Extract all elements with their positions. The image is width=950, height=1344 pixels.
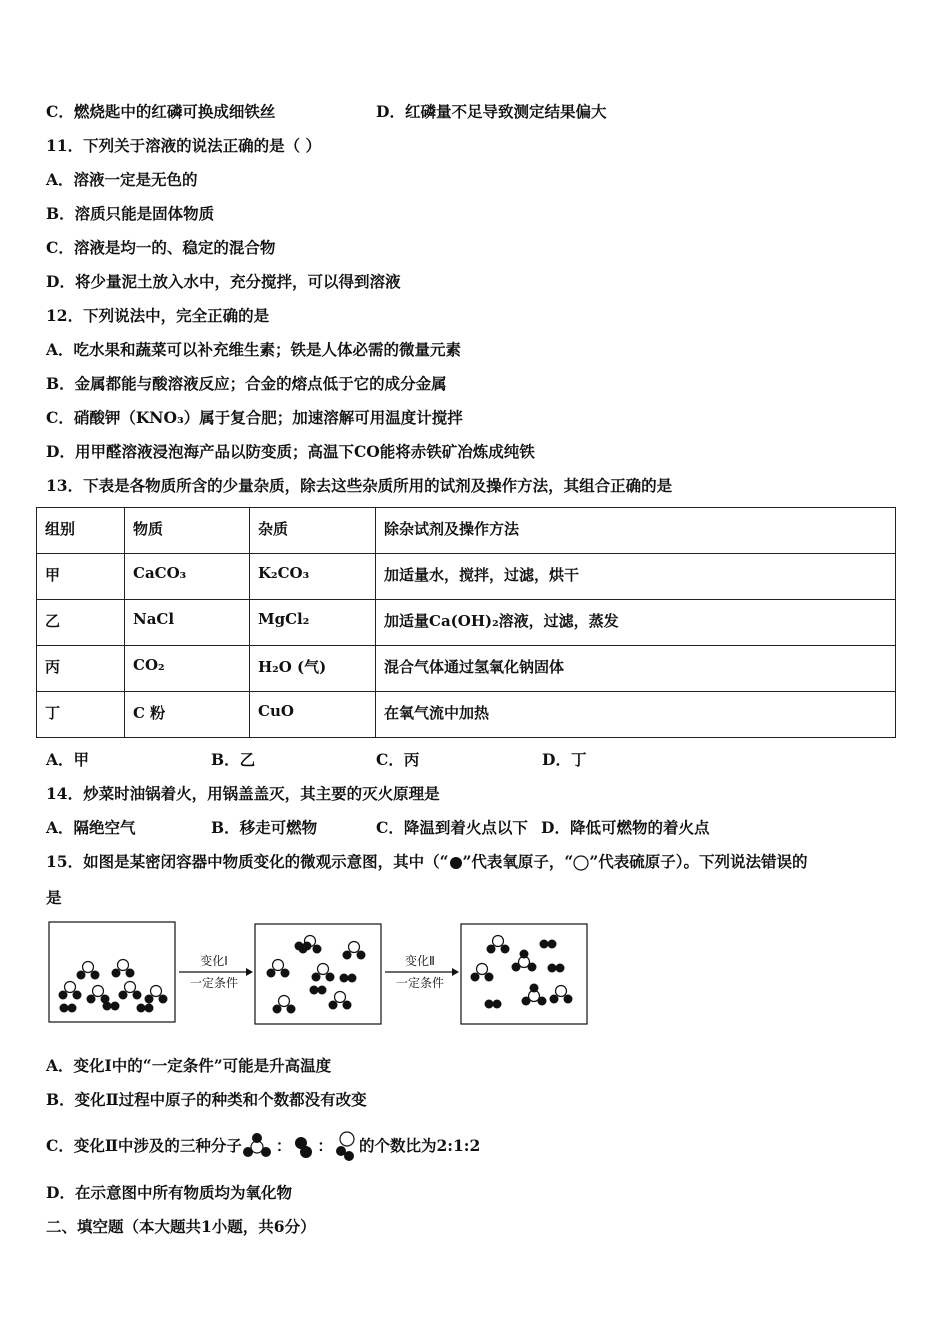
q12-option-c: C．硝酸钾（KNO₃）属于复合肥；加速溶解可用温度计搅拌 <box>46 408 463 427</box>
q11-option-d: D．将少量泥土放入水中，充分搅拌，可以得到溶液 <box>46 272 401 291</box>
so2-molecule-icon <box>333 1131 359 1163</box>
q13-option-a: A．甲 <box>46 750 90 769</box>
q12-stem: 12．下列说法中，完全正确的是 <box>46 306 270 325</box>
q11-option-a: A．溶液一定是无色的 <box>46 170 198 189</box>
reaction-diagram <box>48 920 593 1026</box>
header-substance: 物质 <box>125 508 250 554</box>
q15-stem <box>46 851 808 873</box>
q10-option-d: D．红磷量不足导致测定结果偏大 <box>376 102 607 121</box>
q12-option-b: B．金属都能与酸溶液反应；合金的熔点低于它的成分金属 <box>46 374 447 393</box>
q14-option-a: A．隔绝空气 <box>46 818 136 837</box>
arrow-2-label-top: 变化Ⅱ <box>405 954 435 968</box>
arrow-2-label-bottom: 一定条件 <box>395 976 445 990</box>
q15-option-c-part2: 的个数比为2:1:2 <box>358 1136 481 1155</box>
cell-group: 丁 <box>37 692 125 738</box>
q15-option-d: D．在示意图中所有物质均为氧化物 <box>46 1183 292 1202</box>
q12-option-a: A．吃水果和蔬菜可以补充维生素；铁是人体必需的微量元素 <box>46 340 462 359</box>
q15-stem-part1: 15．如图是某密闭容器中物质变化的微观示意图，其中（“ <box>46 852 449 871</box>
arrow-1-label-top: 变化Ⅰ <box>200 954 228 968</box>
sulfur-atom-icon <box>573 855 589 871</box>
q13-table <box>36 507 896 738</box>
oxygen-atom-icon <box>449 856 463 870</box>
cell-substance: NaCl <box>125 600 250 646</box>
cell-method: 加适量水，搅拌，过滤，烘干 <box>376 554 896 600</box>
so3-molecule-icon <box>242 1133 276 1161</box>
cell-substance: CaCO₃ <box>125 554 250 600</box>
q10-option-c: C．燃烧匙中的红磷可换成细铁丝 <box>46 102 276 121</box>
table-header-row <box>37 508 896 554</box>
q11-stem: 11．下列关于溶液的说法正确的是（ ） <box>46 136 321 155</box>
cell-substance: CO₂ <box>125 646 250 692</box>
q12-option-d: D．用甲醛溶液浸泡海产品以防变质；高温下CO能将赤铁矿冶炼成纯铁 <box>46 442 535 461</box>
q14-option-b: B．移走可燃物 <box>211 818 318 837</box>
q15-option-b: B．变化Ⅱ过程中原子的种类和个数都没有改变 <box>46 1090 367 1109</box>
cell-impurity: H₂O (气) <box>250 646 376 692</box>
cell-impurity: K₂CO₃ <box>250 554 376 600</box>
header-group: 组别 <box>37 508 125 554</box>
q15-option-a: A．变化Ⅰ中的“一定条件”可能是升高温度 <box>46 1056 332 1075</box>
q15-stem-part2: ”代表氧原子，“ <box>462 852 574 871</box>
header-method: 除杂试剂及操作方法 <box>376 508 896 554</box>
q15-stem-part3: ”代表硫原子）。下列说法错误的 <box>589 852 808 871</box>
cell-substance: C 粉 <box>125 692 250 738</box>
cell-group: 乙 <box>37 600 125 646</box>
q13-option-b: B．乙 <box>211 750 256 769</box>
cell-method: 在氧气流中加热 <box>376 692 896 738</box>
cell-impurity: CuO <box>250 692 376 738</box>
q11-option-b: B．溶质只能是固体物质 <box>46 204 215 223</box>
q13-option-d: D．丁 <box>542 750 587 769</box>
table-row <box>37 692 896 738</box>
q14-stem: 14．炒菜时油锅着火，用锅盖盖灭，其主要的灭火原理是 <box>46 784 440 803</box>
q13-stem: 13．下表是各物质所含的少量杂质，除去这些杂质所用的试剂及操作方法，其组合正确的是 <box>46 476 673 495</box>
arrow-1-label-bottom: 一定条件 <box>189 976 239 990</box>
q15-stem-continued: 是 <box>46 888 62 907</box>
q15-option-c-part1: C．变化Ⅱ中涉及的三种分子 <box>46 1136 242 1155</box>
cell-method: 混合气体通过氢氧化钠固体 <box>376 646 896 692</box>
table-row <box>37 646 896 692</box>
cell-group: 甲 <box>37 554 125 600</box>
q13-option-c: C．丙 <box>376 750 420 769</box>
q15-option-c <box>46 1129 480 1163</box>
q15-option-c-sep2: ： <box>317 1136 333 1155</box>
table-row <box>37 554 896 600</box>
o2-molecule-icon <box>291 1133 317 1161</box>
cell-impurity: MgCl₂ <box>250 600 376 646</box>
q15-option-c-sep1: ： <box>275 1136 292 1155</box>
header-impurity: 杂质 <box>250 508 376 554</box>
cell-group: 丙 <box>37 646 125 692</box>
table-row <box>37 600 896 646</box>
q14-option-c: C．降温到着火点以下 <box>376 818 528 837</box>
cell-method: 加适量Ca(OH)₂溶液，过滤，蒸发 <box>376 600 896 646</box>
q14-option-d: D．降低可燃物的着火点 <box>541 818 710 837</box>
section-heading: 二、填空题（本大题共1小题，共6分） <box>46 1217 316 1236</box>
q11-option-c: C．溶液是均一的、稳定的混合物 <box>46 238 276 257</box>
